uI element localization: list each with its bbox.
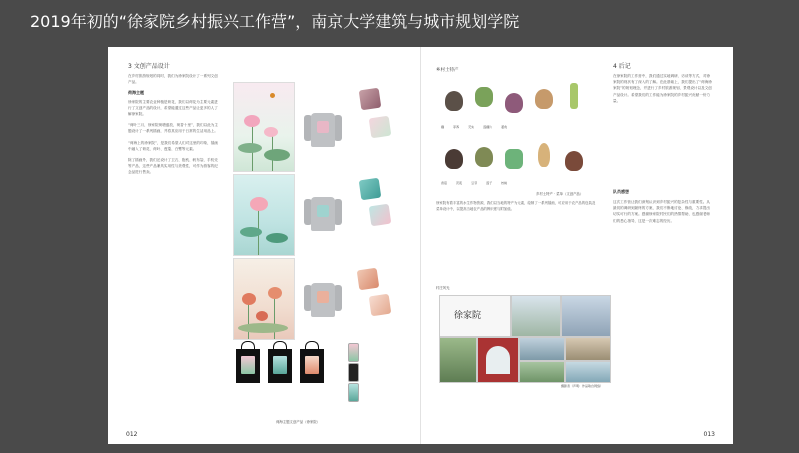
pillow-product-2a (359, 178, 382, 201)
pillow-product-2b (369, 204, 392, 227)
product-item (501, 149, 527, 177)
team-text: 这次工作营让我们深刻认识到乡村振兴的复杂性与重要性。从最初的调研到最终的方案，我们不断地讨论、修改，力求提出切实可行的方案。感谢徐家院村民们的热情帮助，也感谢老师们的悉心指导，这是一次难忘的经历。 (613, 200, 711, 223)
left-page (108, 47, 420, 444)
product-item (501, 93, 527, 121)
phone-case-3 (348, 383, 359, 402)
product-item (531, 143, 557, 171)
village-photo-8 (565, 361, 611, 383)
tote-bag-2 (268, 349, 292, 383)
pillow-product-1a (359, 88, 382, 111)
village-name-panel (439, 295, 511, 337)
afterword-text: 在徐家院的工作营中，我们通过实地调研、访谈等方式，对徐家院的现状有了深入的了解。在此基础上，我们提出了“荷海徐家院”的规划理念，并进行了乡村旅游规划、景观设计以及文创产品设计。希望我们的工作能为徐家院的乡村振兴贡献一份力量。 (613, 74, 712, 103)
right-page (421, 47, 733, 444)
product-item (531, 89, 557, 117)
paragraph-4: 除了插画外，我们还设计了卫衣、抱枕、帆布袋、手机壳等产品，这些产品兼具实用性与美观性，可作为游客的纪念品进行售卖。 (128, 158, 218, 175)
pillow-product-1b (369, 116, 392, 139)
sweater-product-3 (303, 279, 343, 319)
product-item (441, 91, 467, 119)
village-photo-6 (565, 337, 611, 361)
phone-case-2 (348, 363, 359, 382)
slide-title: 2019年初的“徐家院乡村振兴工作营”，南京大学建筑与城市规划学院 (30, 12, 520, 31)
left-bottom-caption: 荷海主题文创产品（徐家院） (276, 420, 321, 424)
product-item (561, 151, 587, 179)
left-body-text (128, 73, 220, 181)
page-number-right: 013 (703, 431, 715, 438)
lotus-illustration-3 (233, 258, 295, 340)
village-photo-caption: 摄影者（声明：作品取自网络） (561, 384, 604, 388)
product-item (441, 149, 467, 177)
section-title-cultural-products: 3 文创产品设计 (128, 63, 170, 70)
team-heading: 队员感想 (613, 189, 629, 194)
pillow-product-3b (369, 294, 392, 317)
local-products-text: 徐家院有着丰富的水生作物资源，我们以当地的特产为元素，绘制了一系列插画，可应用于农产品的包装及菜单设计中，以提高当地农产品的辨识度与附加值。 (436, 201, 596, 211)
section-title-afterword: 4 后记 (613, 63, 631, 70)
page-number-left: 012 (126, 431, 138, 438)
sweater-product-1 (303, 109, 343, 149)
tote-bag-1 (236, 349, 260, 383)
sweater-product-2 (303, 193, 343, 233)
book-spread (108, 47, 733, 444)
product-item (471, 87, 497, 115)
lotus-illustration-1 (233, 82, 295, 172)
lotus-illustration-2 (233, 174, 295, 256)
village-photo-7 (519, 361, 565, 383)
village-photo-2 (561, 295, 611, 337)
local-products-title: 乡村土特产 (436, 68, 459, 73)
paragraph-2: “荷叶三月，徐家院荷塘盛放，荷香十里”，我们以此为主题设计了一系列插画，并将其应用于日常的生活用品上。 (128, 123, 218, 134)
paragraph-3: “荷海上的徐家院”，是我们希望人们对这里的印象，插画中融入了荷花、荷叶、莲蓬、白鹭等元素。 (128, 140, 218, 151)
pillow-product-3a (357, 268, 380, 291)
paragraph-1: 徐家院的主要农业种植是荷花，我们以荷花为主要元素进行了文创产品的设计，希望能通过这些产品让更多的人了解徐家院。 (128, 99, 218, 117)
village-photo-5 (519, 337, 565, 361)
village-name-label: 徐家院 (454, 311, 482, 321)
phone-case-1 (348, 343, 359, 362)
product-row-2-labels: 香菇 茨菰 豆芽 莲子 核桃 (441, 181, 508, 185)
intro-paragraph: 在乡村旅游规划的同时，我们为徐家院设计了一系列文创产品。 (128, 74, 218, 85)
village-map-title: 村庄风光 (436, 286, 450, 290)
product-item (561, 83, 587, 111)
products-caption: 乡村土特产 · 菜单（文创产品） (536, 192, 584, 196)
village-photo-1 (511, 295, 561, 337)
product-item (471, 147, 497, 175)
theme-heading: 荷海主题 (128, 90, 144, 96)
tote-bag-3 (300, 349, 324, 383)
village-photo-3 (439, 337, 477, 383)
product-row-1-labels: 藕 荸荠 芡实 莲藕片 菱角 (441, 125, 508, 129)
village-photo-4 (477, 337, 519, 383)
